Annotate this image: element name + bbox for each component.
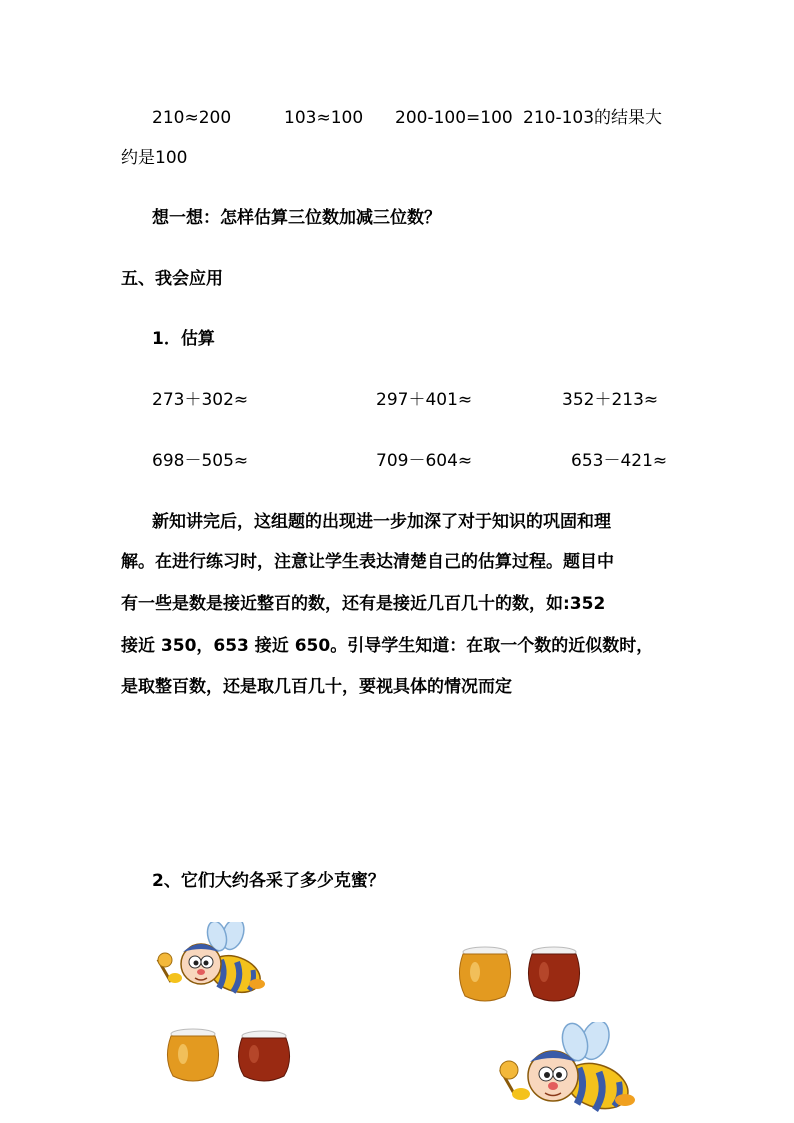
approx-210: 210≈200 [152,108,232,128]
subtraction-200-100: 200-100=100 [395,108,513,128]
paragraph-line: 新知讲完后，这组题的出现进一步加深了对于知识的巩固和理 [152,512,611,532]
approx-103: 103≈100 [284,108,364,128]
honey-jar-red [234,1028,294,1084]
honey-jar-red [524,944,584,1004]
paragraph-line: 解。在进行练习时，注意让学生表达清楚自己的估算过程。题目中 [121,552,614,572]
paragraph-line: 接近 350，653 接近 650。引导学生知道：在取一个数的近似数时， [121,636,654,656]
paragraph-line: 有一些是数是接近整百的数，还有是接近几百几十的数，如:352 [121,594,606,614]
estimate-item: 709－604≈ [376,451,473,471]
estimate-item: 698－505≈ [152,451,249,471]
question-1-title: 1．估算 [152,329,215,349]
bee-illustration [497,1022,642,1120]
estimate-item: 297＋401≈ [376,390,473,410]
think-prompt: 想一想：怎样估算三位数加减三位数？ [152,208,441,228]
bee-illustration [155,922,270,1004]
result-text-start: 210-103的结果大 [523,108,663,128]
result-text-end: 约是100 [121,148,188,168]
estimate-item: 352＋213≈ [562,390,659,410]
section-5-title: 五、我会应用 [121,269,223,289]
paragraph-line: 是取整百数，还是取几百几十，要视具体的情况而定 [121,677,512,697]
estimate-item: 653－421≈ [571,451,668,471]
estimate-item: 273＋302≈ [152,390,249,410]
honey-jar-amber [163,1026,223,1084]
question-2-title: 2、它们大约各采了多少克蜜？ [152,871,385,891]
honey-jar-amber [455,944,515,1004]
